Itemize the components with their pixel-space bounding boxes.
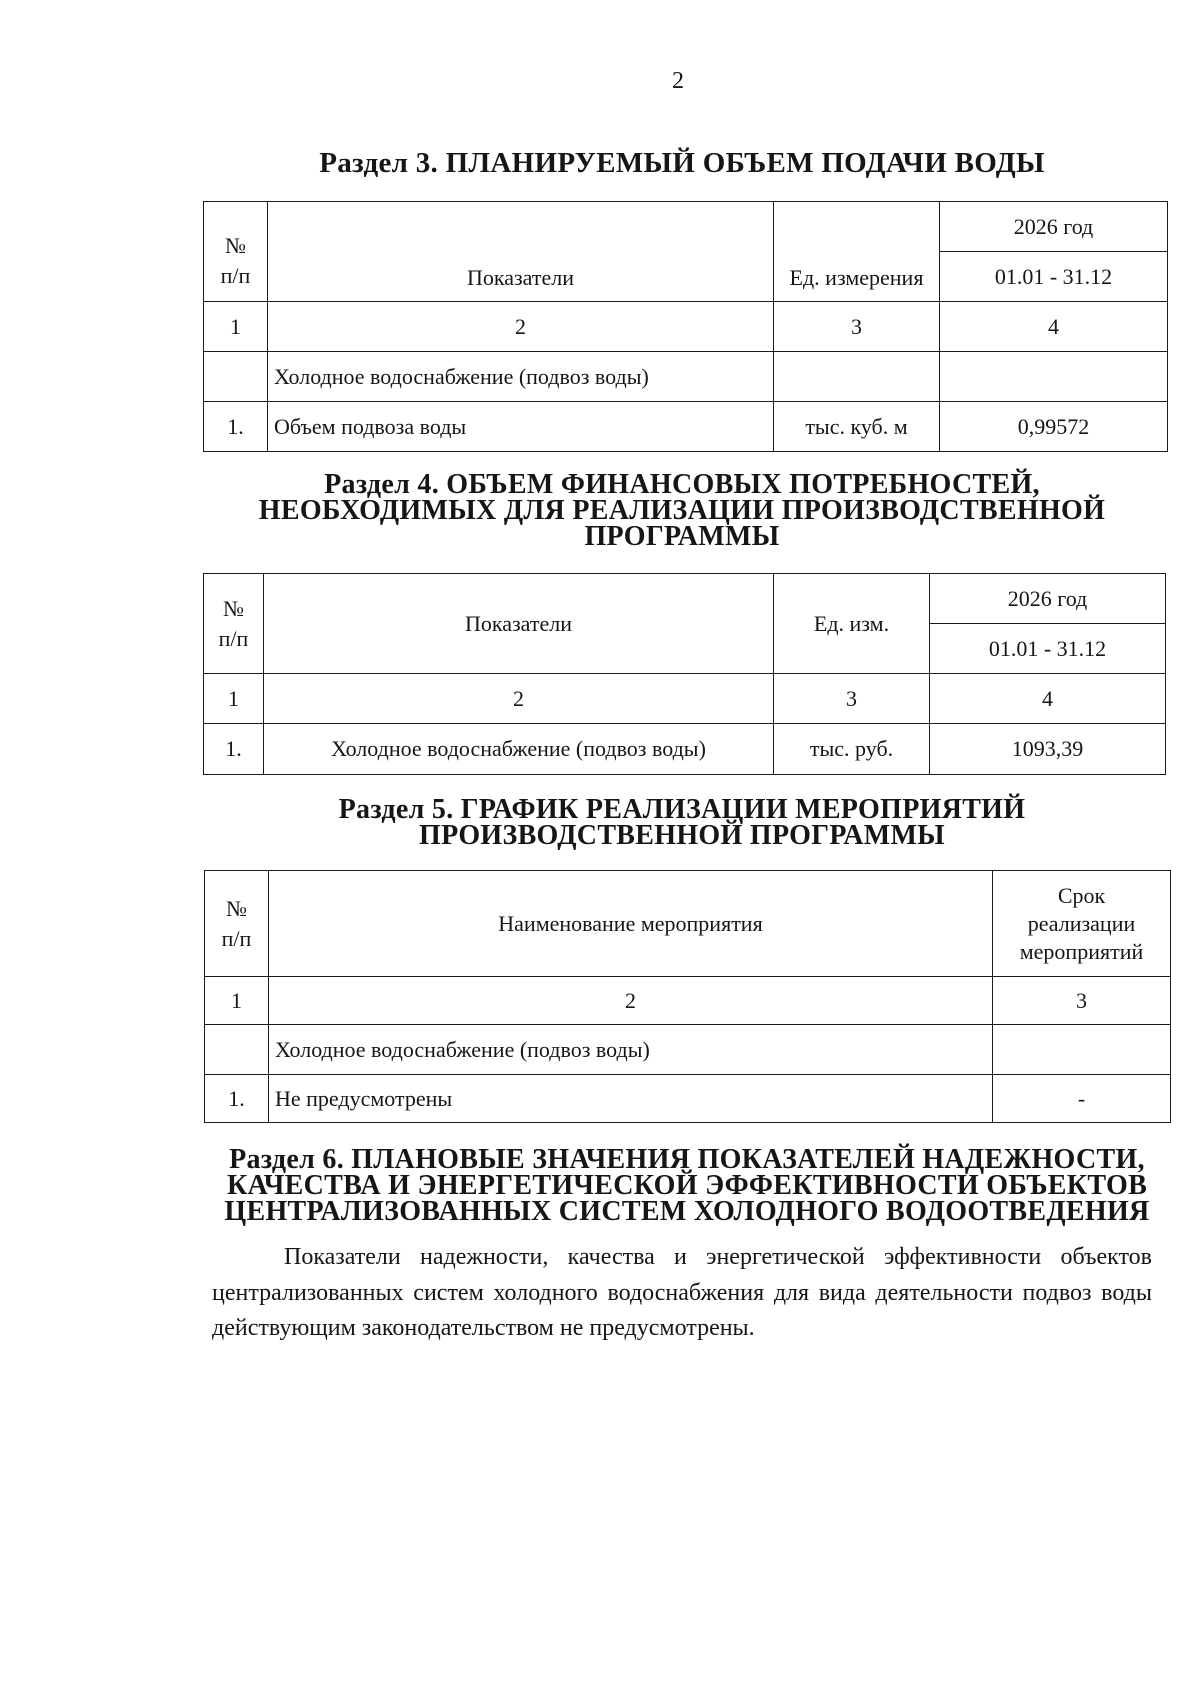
section-3-title xyxy=(212,147,1152,179)
header-indicator: Показатели xyxy=(264,574,774,674)
row-num: 1. xyxy=(204,724,264,775)
section-5-table xyxy=(204,870,1171,1123)
row-value: 0,99572 xyxy=(940,402,1168,452)
section-6-body: Показатели надежности, качества и энергетической эффективности объектов централизованных систем холодного водоснабжения для вида деятельности подвоз воды действующим законодательством не предусмотрены. xyxy=(212,1244,1152,1341)
header-num: № п/п xyxy=(205,871,269,977)
col-number-2: 2 xyxy=(264,674,774,724)
header-unit: Ед. измерения xyxy=(774,202,940,302)
col-number-1: 1 xyxy=(205,977,269,1025)
header-year: 2026 год xyxy=(930,574,1166,624)
section-5-title-line-2: ПРОИЗВОДСТВЕННОЙ ПРОГРАММЫ xyxy=(419,820,945,851)
col-number-2: 2 xyxy=(268,302,774,352)
row-num xyxy=(205,1025,269,1075)
header-period: 01.01 - 31.12 xyxy=(930,624,1166,674)
row-num: 1. xyxy=(205,1075,269,1123)
table-row xyxy=(205,1075,1171,1123)
row-value: 1093,39 xyxy=(930,724,1166,775)
header-indicator: Показатели xyxy=(268,202,774,302)
col-number-4: 4 xyxy=(940,302,1168,352)
row-deadline xyxy=(993,1025,1171,1075)
row-unit xyxy=(774,352,940,402)
section-4-title-line-2: НЕОБХОДИМЫХ ДЛЯ РЕАЛИЗАЦИИ ПРОИЗВОДСТВЕННОЙ xyxy=(258,495,1106,526)
col-number-3: 3 xyxy=(774,302,940,352)
header-year: 2026 год xyxy=(940,202,1168,252)
row-unit: тыс. куб. м xyxy=(774,402,940,452)
section-6-title-line-2: КАЧЕСТВА И ЭНЕРГЕТИЧЕСКОЙ ЭФФЕКТИВНОСТИ ОБЪЕКТОВ xyxy=(226,1170,1148,1201)
table-row xyxy=(204,352,1168,402)
col-number-1: 1 xyxy=(204,674,264,724)
section-6-title-line-1: Раздел 6. ПЛАНОВЫЕ ЗНАЧЕНИЯ ПОКАЗАТЕЛЕЙ НАДЕЖНОСТИ, xyxy=(229,1144,1145,1175)
row-indicator: Объем подвоза воды xyxy=(268,402,774,452)
section-4-table xyxy=(203,573,1166,775)
header-deadline: Срок реализации мероприятий xyxy=(993,871,1171,977)
table-row xyxy=(205,1025,1171,1075)
row-name: Не предусмотрены xyxy=(269,1075,993,1123)
row-name: Холодное водоснабжение (подвоз воды) xyxy=(269,1025,993,1075)
row-deadline: - xyxy=(993,1075,1171,1123)
header-name: Наименование мероприятия xyxy=(269,871,993,977)
col-number-3: 3 xyxy=(993,977,1171,1025)
page-number: 2 xyxy=(672,68,684,94)
section-5-title-line-1: Раздел 5. ГРАФИК РЕАЛИЗАЦИИ МЕРОПРИЯТИЙ xyxy=(338,794,1026,825)
section-4-title xyxy=(212,469,1152,552)
header-unit: Ед. изм. xyxy=(774,574,930,674)
row-num xyxy=(204,352,268,402)
col-number-4: 4 xyxy=(930,674,1166,724)
col-number-2: 2 xyxy=(269,977,993,1025)
section-5-title xyxy=(212,794,1152,851)
col-number-3: 3 xyxy=(774,674,930,724)
table-row xyxy=(204,724,1166,775)
table-row xyxy=(204,402,1168,452)
section-6-title xyxy=(212,1144,1162,1227)
section-3-table xyxy=(203,201,1168,452)
row-unit: тыс. руб. xyxy=(774,724,930,775)
section-4-title-line-1: Раздел 4. ОБЪЕМ ФИНАНСОВЫХ ПОТРЕБНОСТЕЙ, xyxy=(324,469,1040,500)
header-period: 01.01 - 31.12 xyxy=(940,252,1168,302)
row-indicator: Холодное водоснабжение (подвоз воды) xyxy=(264,724,774,775)
section-6-title-line-3: ЦЕНТРАЛИЗОВАННЫХ СИСТЕМ ХОЛОДНОГО ВОДООТВЕДЕНИЯ xyxy=(224,1196,1150,1227)
row-value xyxy=(940,352,1168,402)
section-4-title-line-3: ПРОГРАММЫ xyxy=(584,521,780,552)
row-num: 1. xyxy=(204,402,268,452)
header-num: № п/п xyxy=(204,202,268,302)
row-indicator: Холодное водоснабжение (подвоз воды) xyxy=(268,352,774,402)
col-number-1: 1 xyxy=(204,302,268,352)
header-num: № п/п xyxy=(204,574,264,674)
section-3-title-text: Раздел 3. ПЛАНИРУЕМЫЙ ОБЪЕМ ПОДАЧИ ВОДЫ xyxy=(319,147,1045,179)
